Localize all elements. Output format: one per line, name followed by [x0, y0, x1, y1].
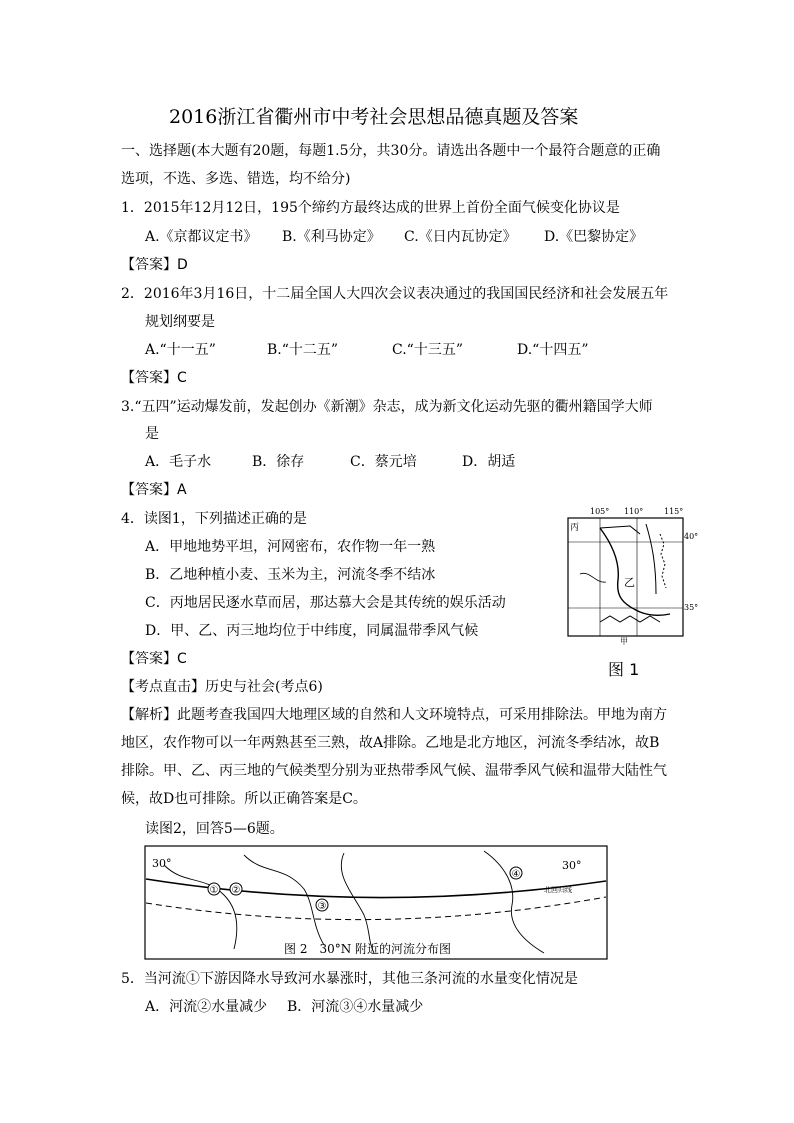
q4-analysis-line1: 【解析】此题考查我国四大地理区域的自然和人文环境特点，可采用排除法。甲地为南方 [121, 707, 667, 723]
q4-option-a: A．甲地地势平坦，河网密布，农作物一年一熟 [145, 539, 436, 555]
fig2-lat-left: 30° [152, 857, 172, 870]
section-heading-line1: 一、选择题(本大题有20题，每题1.5分，共30分。请选出各题中一个最符合题意的正确 [121, 143, 661, 159]
q4-analysis-line3: 排除。甲、乙、丙三地的气候类型分别为亚热带季风气候、温带季风气候和温带大陆性气 [121, 763, 667, 779]
fig2-tropic-line [146, 897, 606, 920]
fig1-lon-105: 105° [590, 507, 610, 516]
q4-analysis-line4: 候，故D也可排除。所以正确答案是C。 [121, 791, 367, 807]
q1-answer: 【答案】D [121, 257, 188, 273]
fig1-lon-115: 115° [664, 507, 684, 516]
q2-answer: 【答案】C [121, 370, 187, 386]
q2-option-a: A.“十一五” [145, 342, 216, 358]
q2-option-c: C.“十三五” [392, 342, 463, 358]
q4-kaodian: 【考点直击】历史与社会(考点6) [121, 679, 323, 695]
fig2-lat-right: 30° [562, 859, 582, 872]
fig1-label-yi: 乙 [624, 576, 635, 589]
figure-1-map [560, 504, 699, 654]
q3-option-c: C．蔡元培 [350, 454, 417, 470]
fig2-marker-3: ③ [317, 901, 327, 912]
q3-option-d: D．胡适 [462, 454, 516, 470]
q3-option-a: A．毛子水 [145, 454, 212, 470]
q1-option-a: A.《京都议定书》 [145, 229, 258, 245]
q1-stem: 1．2015年12月12日，195个缔约方最终达成的世界上首份全面气候变化协议是 [121, 200, 620, 216]
q2-stem-line2: 规划纲要是 [145, 314, 215, 330]
q3-stem-line2: 是 [145, 426, 159, 442]
q5-stem: 5．当河流①下游因降水导致河水暴涨时，其他三条河流的水量变化情况是 [121, 971, 578, 987]
q1-option-b: B.《利马协定》 [282, 229, 381, 245]
q3-stem-line1: 3.“五四”运动爆发前，发起创办《新潮》杂志，成为新文化运动先驱的衢州籍国学大师 [121, 399, 653, 415]
q4-option-c: C．丙地居民逐水草而居，那达慕大会是其传统的娱乐活动 [145, 595, 506, 611]
fig1-lat-35: 35° [684, 603, 699, 612]
q4-stem: 4．读图1，下列描述正确的是 [121, 511, 307, 527]
fig2-marker-4: ④ [511, 869, 521, 880]
fig1-river [600, 528, 670, 615]
fig1-label-bing: 丙 [570, 523, 580, 533]
q2-stem-line1: 2．2016年3月16日，十二届全国人大四次会议表决通过的我国国民经济和社会发展五年 [121, 286, 669, 302]
fig2-tropic-label: 北回归线 [544, 886, 572, 894]
q5-option-b: B．河流③④水量减少 [287, 999, 424, 1015]
q2-option-d: D.“十四五” [517, 342, 589, 358]
q1-option-d: D.《巴黎协定》 [544, 229, 644, 245]
figure-2-map [144, 845, 608, 960]
q1-option-c: C.《日内瓦协定》 [404, 229, 517, 245]
read-figure-2-instruction: 读图2，回答5—6题。 [145, 821, 284, 837]
section-heading-line2: 选项，不选、多选、错选，均不给分) [121, 171, 351, 187]
fig2-marker-2: ② [231, 885, 241, 896]
fig1-label-jia: 甲 [620, 637, 628, 646]
q4-option-d: D．甲、乙、丙三地均位于中纬度，同属温带季风气候 [145, 623, 479, 639]
q4-analysis-line2: 地区，农作物可以一年两熟甚至三熟，故A排除。乙地是北方地区，河流冬季结冰，故B [121, 735, 660, 751]
fig2-caption: 图 2 30°N 附近的河流分布图 [284, 942, 452, 956]
q3-option-b: B．徐存 [252, 454, 305, 470]
q3-answer: 【答案】A [121, 482, 187, 498]
fig2-marker-1: ① [209, 885, 219, 896]
fig1-lat-40: 40° [684, 532, 699, 541]
fig1-lon-110: 110° [624, 507, 644, 516]
figure-1-caption: 图 1 [608, 660, 640, 679]
q2-option-b: B.“十二五” [267, 342, 339, 358]
q4-answer: 【答案】C [121, 651, 187, 667]
page-title: 2016浙江省衢州市中考社会思想品德真题及答案 [169, 106, 579, 128]
q5-option-a: A．河流②水量减少 [145, 999, 268, 1015]
q4-option-b: B．乙地种植小麦、玉米为主，河流冬季不结冰 [145, 567, 436, 583]
